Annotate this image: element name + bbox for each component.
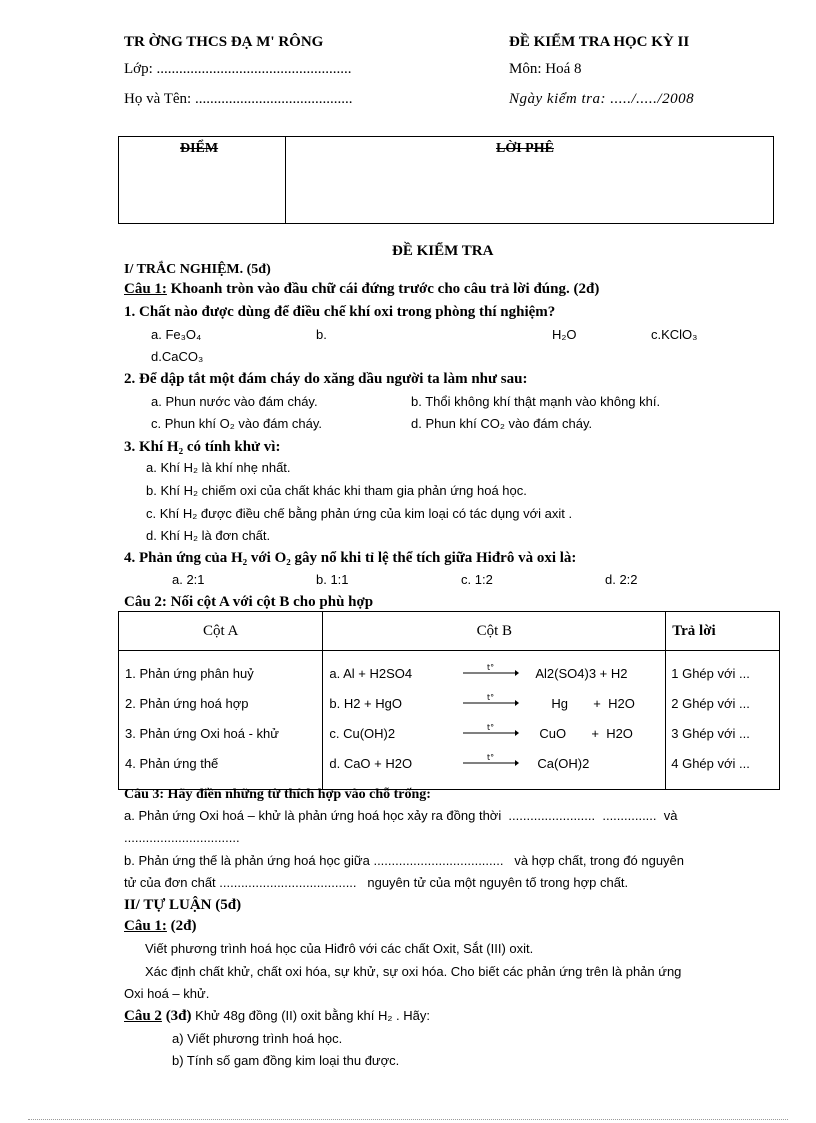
page-title: ĐỀ KIỂM TRA: [392, 243, 494, 259]
reaction-arrow-icon: [463, 693, 519, 711]
column-b-header: Cột B: [323, 612, 666, 651]
exam-date: Ngày kiểm tra: ...../...../2008: [509, 91, 695, 107]
reaction-arrow-icon: [463, 753, 519, 771]
q1-option-c: c.KClO₃: [651, 327, 698, 342]
products: CuO + H2O: [539, 726, 633, 741]
products: Al2(SO4)3 + H2: [535, 666, 628, 681]
q4-option-a: a. 2:1: [172, 572, 205, 587]
products: Ca(OH)2: [537, 756, 590, 771]
part2-question2-line: [124, 1008, 430, 1025]
part2-q1-line2: Xác định chất khử, chất oxi hóa, sự khử, sự oxi hóa. Cho biết các phản ứng trên là phản ứng: [145, 964, 682, 979]
column-b-cell: [323, 651, 666, 790]
class-field: Lớp: ....................................................: [124, 61, 352, 77]
q4-option-c: c. 1:2: [461, 572, 493, 587]
table-body-row: [119, 651, 780, 790]
column-b-item: [329, 749, 659, 779]
q1-option-b-value: H₂O: [552, 327, 577, 342]
column-b-item: [329, 659, 659, 689]
part2-question1-heading: [124, 918, 197, 935]
q2-text: 2. Để dập tắt một đám cháy do xăng dầu người ta làm như sau:: [124, 371, 528, 387]
answer-item: 3 Ghép với ...: [671, 726, 750, 741]
reaction-arrow-icon: [463, 663, 519, 681]
q2-option-b: b. Thổi không khí thật mạnh vào không khí.: [411, 394, 661, 409]
part1-heading: I/ TRẮC NGHIỆM. (5đ): [124, 262, 271, 277]
q2-option-a: a. Phun nước vào đám cháy.: [151, 394, 318, 409]
products: Hg + H2O: [551, 696, 635, 711]
svg-text:t°: t°: [487, 663, 495, 672]
question2-heading: Câu 2: Nối cột A với cột B cho phù hợp: [124, 594, 374, 610]
part2-q1-line3: Oxi hoá – khử.: [124, 986, 210, 1001]
part1-question1-heading: [124, 281, 599, 298]
q1-text: 1. Chất nào được dùng để điều chế khí oxi trong phòng thí nghiệm?: [124, 304, 556, 320]
exam-title: ĐỀ KIỂM TRA HỌC KỲ II: [509, 34, 690, 50]
q2-option-d: d. Phun khí CO₂ vào đám cháy.: [411, 416, 593, 431]
q3-fill-a-line1: a. Phản ứng Oxi hoá – khử là phản ứng hoá học xảy ra đồng thời ........................ ............... và: [124, 808, 678, 823]
answer-item: 1 Ghép với ...: [671, 666, 750, 681]
q3-option-a: a. Khí H₂ là khí nhẹ nhất.: [146, 460, 291, 475]
score-box-divider: [285, 136, 286, 224]
reactants: b. H2 + HgO: [329, 696, 402, 711]
svg-text:t°: t°: [487, 723, 495, 732]
reaction-arrow-icon: [463, 723, 519, 741]
part2-q1-line1: Viết phương trình hoá học của Hiđrô với các chất Oxit, Sắt (III) oxit.: [145, 941, 534, 956]
q1-option-b: b.: [316, 327, 327, 342]
part2-question1-label: Câu 1:: [124, 918, 167, 934]
svg-text:t°: t°: [487, 753, 495, 762]
q2-option-c: c. Phun khí O₂ vào đám cháy.: [151, 416, 322, 431]
page-bottom-divider: [28, 1119, 788, 1120]
part2-question2-points: (3đ): [161, 1008, 192, 1024]
matching-table: [118, 611, 780, 790]
column-b-item: [329, 719, 659, 749]
question1-instruction: Khoanh tròn vào đầu chữ cái đứng trước cho câu trả lời đúng. (2đ): [166, 281, 600, 297]
reactants: d. CaO + H2O: [329, 756, 413, 771]
column-a-item: 4. Phản ứng thế: [125, 756, 219, 771]
column-a-item: 3. Phản ứng Oxi hoá - khử: [125, 726, 279, 741]
answer-column-header: [666, 612, 780, 651]
q3-fill-a-line2: ................................: [124, 830, 240, 845]
column-a-cell: [119, 651, 323, 790]
part2-q2-item-b: b) Tính số gam đồng kim loại thu được.: [172, 1053, 400, 1068]
column-a-item: 1. Phản ứng phân huỷ: [125, 666, 254, 681]
answer-item: 2 Ghép với ...: [671, 696, 750, 711]
column-b-item: [329, 689, 659, 719]
q3-option-b: b. Khí H₂ chiếm oxi của chất khác khi tham gia phản ứng hoá học.: [146, 483, 527, 498]
q1-option-a: a. Fe₃O₄: [151, 327, 202, 342]
answer-cell: [666, 651, 780, 790]
subject-label: Môn: Hoá 8: [509, 61, 582, 77]
question1-label: Câu 1:: [124, 281, 167, 297]
part2-question1-points: (2đ): [166, 918, 197, 934]
answer-item: 4 Ghép với ...: [671, 756, 750, 771]
part2-question2-label: Câu 2: [124, 1008, 162, 1024]
column-a-header: Cột A: [119, 612, 323, 651]
q4-option-d: d. 2:2: [605, 572, 638, 587]
score-label: ĐIỂM: [180, 141, 219, 156]
name-field: Họ và Tên: ..........................................: [124, 91, 353, 107]
q4-option-b: b. 1:1: [316, 572, 349, 587]
question3-heading: Câu 3: Hãy điền những từ thích hợp vào chỗ trống:: [124, 787, 431, 802]
svg-text:t°: t°: [487, 693, 495, 702]
comment-label: LỜI PHÊ: [496, 141, 554, 156]
school-name: TR ỜNG THCS ĐẠ M' RÔNG: [124, 34, 324, 50]
q3-fill-b-line1: b. Phản ứng thế là phản ứng hoá học giữa .................................... và hợp chất, trong đó nguyên: [124, 853, 685, 868]
q3-option-c: c. Khí H₂ được điều chế bằng phản ứng của kim loại có tác dụng với axit .: [146, 506, 573, 521]
table-header-row: [119, 612, 780, 651]
q3-option-d: d. Khí H₂ là đơn chất.: [146, 528, 271, 543]
reactants: a. Al + H2SO4: [329, 666, 413, 681]
q4-text: 4. Phản ứng của H₂ với O₂ gây nổ khi tỉ lệ thể tích giữa Hiđrô và oxi là:: [124, 550, 577, 566]
column-a-item: 2. Phản ứng hoá hợp: [125, 696, 249, 711]
q3-fill-b-line2: tử của đơn chất ...................................... nguyên tử của một nguyên tố trong hợp chất.: [124, 875, 629, 890]
part2-q2-item-a: a) Viết phương trình hoá học.: [172, 1031, 343, 1046]
answer-column-label: Trả lời: [672, 622, 716, 639]
q3-text: 3. Khí H₂ có tính khử vì:: [124, 439, 281, 455]
part2-question2-text: Khử 48g đồng (II) oxit bằng khí H₂ . Hãy:: [191, 1008, 431, 1023]
part2-heading: II/ TỰ LUẬN (5đ): [124, 897, 242, 913]
q1-option-d: d.CaCO₃: [151, 349, 204, 364]
reactants: c. Cu(OH)2: [329, 726, 396, 741]
